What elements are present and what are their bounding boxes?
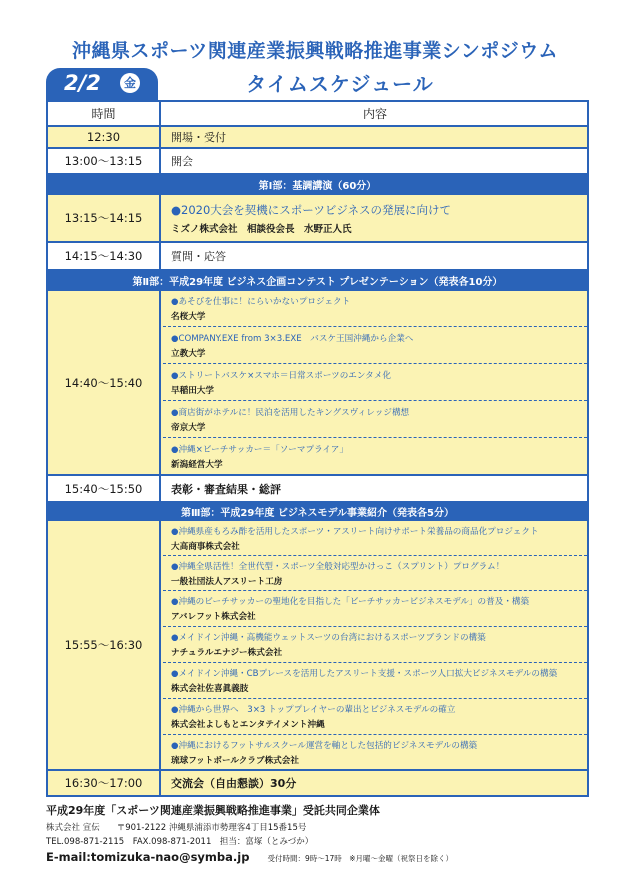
list-item: ●メイドイン沖縄・CBプレースを活用したアスリート支援・スポーツ人口拡大ビジネスモデルの構築 株式会社佐喜眞義肢 — [163, 663, 587, 699]
row-time: 16:30〜17:00 — [48, 771, 161, 795]
footer — [46, 802, 596, 864]
list-item: ●沖縄全県活性！全世代型・スポーツ全般対応型かけっこ（スプリント）プログラム！ 一般社団法人アスリート工房 — [163, 556, 587, 591]
row-content: 交流会（自由懇談）30分 — [171, 777, 297, 790]
column-header-time: 時間 — [48, 102, 161, 125]
row-time: 15:40〜15:50 — [48, 476, 161, 501]
list-item: ●メイドイン沖縄・高機能ウェットスーツの台湾におけるスポーツブランドの構築 ナチュラルエナジー株式会社 — [163, 627, 587, 663]
table-row — [48, 243, 587, 271]
table-row — [48, 771, 587, 795]
list-item: ●沖縄におけるフットサルスクール運営を軸とした包括的ビジネスモデルの構築 琉球フットボールクラブ株式会社 — [171, 740, 478, 766]
keynote-row — [48, 195, 587, 243]
contest-list — [163, 291, 587, 474]
weekday-badge: 金 — [120, 73, 140, 93]
table-row — [48, 476, 587, 503]
row-content: 開会 — [171, 155, 193, 168]
models-list — [163, 521, 587, 769]
company-address: 株式会社 宣伝 〒901-2122 沖縄県浦添市勢理客4丁目15番15号 — [46, 823, 307, 833]
company-phone: TEL.098-871-2115 FAX.098-871-2011 担当：富塚（とみづか） — [46, 837, 314, 847]
date-tab — [46, 68, 158, 100]
column-header-content: 内容 — [362, 107, 387, 121]
list-item: ●商店街がホテルに！民泊を活用したキングスヴィレッジ構想 帝京大学 — [163, 401, 587, 438]
row-time: 12:30 — [48, 127, 161, 147]
row-content: 開場・受付 — [171, 131, 226, 144]
models-block — [48, 521, 587, 771]
list-item: ●ストリートバスケ×スマホ＝日常スポーツのエンタメ化 早稲田大学 — [163, 364, 587, 401]
table-row — [48, 127, 587, 149]
section-header-part2: 第Ⅱ部：平成29年度 ビジネス企画コンテスト プレゼンテーション（発表各10分） — [48, 271, 587, 291]
table-row — [48, 149, 587, 175]
row-time: 14:15〜14:30 — [48, 243, 161, 269]
contest-block — [48, 291, 587, 476]
table-header — [48, 102, 587, 127]
keynote-title: ●2020大会を契機にスポーツビジネスの発展に向けて — [171, 202, 451, 217]
schedule-table — [46, 100, 589, 797]
row-time: 13:15〜14:15 — [48, 195, 161, 241]
consortium-name: 平成29年度「スポーツ関連産業振興戦略推進事業」受託共同企業体 — [46, 804, 380, 817]
list-item: ●沖縄県産もろみ酢を活用したスポーツ・アスリート向けサポート栄養品の商品化プロジェクト 大高商事株式会社 — [163, 521, 587, 556]
row-content: 質問・応答 — [171, 250, 226, 263]
list-item: ●沖縄のビーチサッカーの聖地化を目指した「ビーチサッカービジネスモデル」の普及・構築 アバレフット株式会社 — [163, 591, 587, 627]
list-item: ●沖縄から世界へ 3×3 トッププレイヤーの輩出とビジネスモデルの確立 株式会社よしもとエンタテイメント沖縄 — [163, 699, 587, 735]
row-time: 13:00〜13:15 — [48, 149, 161, 173]
row-time: 14:40〜15:40 — [48, 291, 161, 474]
keynote-speaker: ミズノ株式会社 相談役会長 水野正人氏 — [171, 223, 352, 235]
section-header-part1: 第Ⅰ部：基調講演（60分） — [48, 175, 587, 195]
page-title: 沖縄県スポーツ関連産業振興戦略推進事業シンポジウム — [71, 40, 559, 62]
event-date: 2/2 — [64, 71, 101, 95]
row-time: 15:55〜16:30 — [48, 521, 161, 769]
list-item: ●あそびを仕事に！にらいかないプロジェクト 名桜大学 — [163, 291, 587, 327]
list-item: ●COMPANY.EXE from 3×3.EXE バスケ王国沖縄から企業へ 立教大学 — [163, 327, 587, 364]
contact-email[interactable]: E-mail:tomizuka-nao@symba.jp — [46, 850, 250, 864]
reception-hours: 受付時間：9時〜17時 ※月曜〜金曜（祝祭日を除く） — [267, 854, 454, 863]
list-item: ●沖縄×ビーチサッカー＝「ソーマプライア」 新潟経営大学 — [171, 444, 348, 470]
row-content: 表彰・審査結果・総評 — [171, 482, 281, 496]
section-header-part3: 第Ⅲ部：平成29年度 ビジネスモデル事業紹介（発表各5分） — [48, 503, 587, 521]
schedule-subtitle: タイムスケジュール — [246, 72, 434, 96]
